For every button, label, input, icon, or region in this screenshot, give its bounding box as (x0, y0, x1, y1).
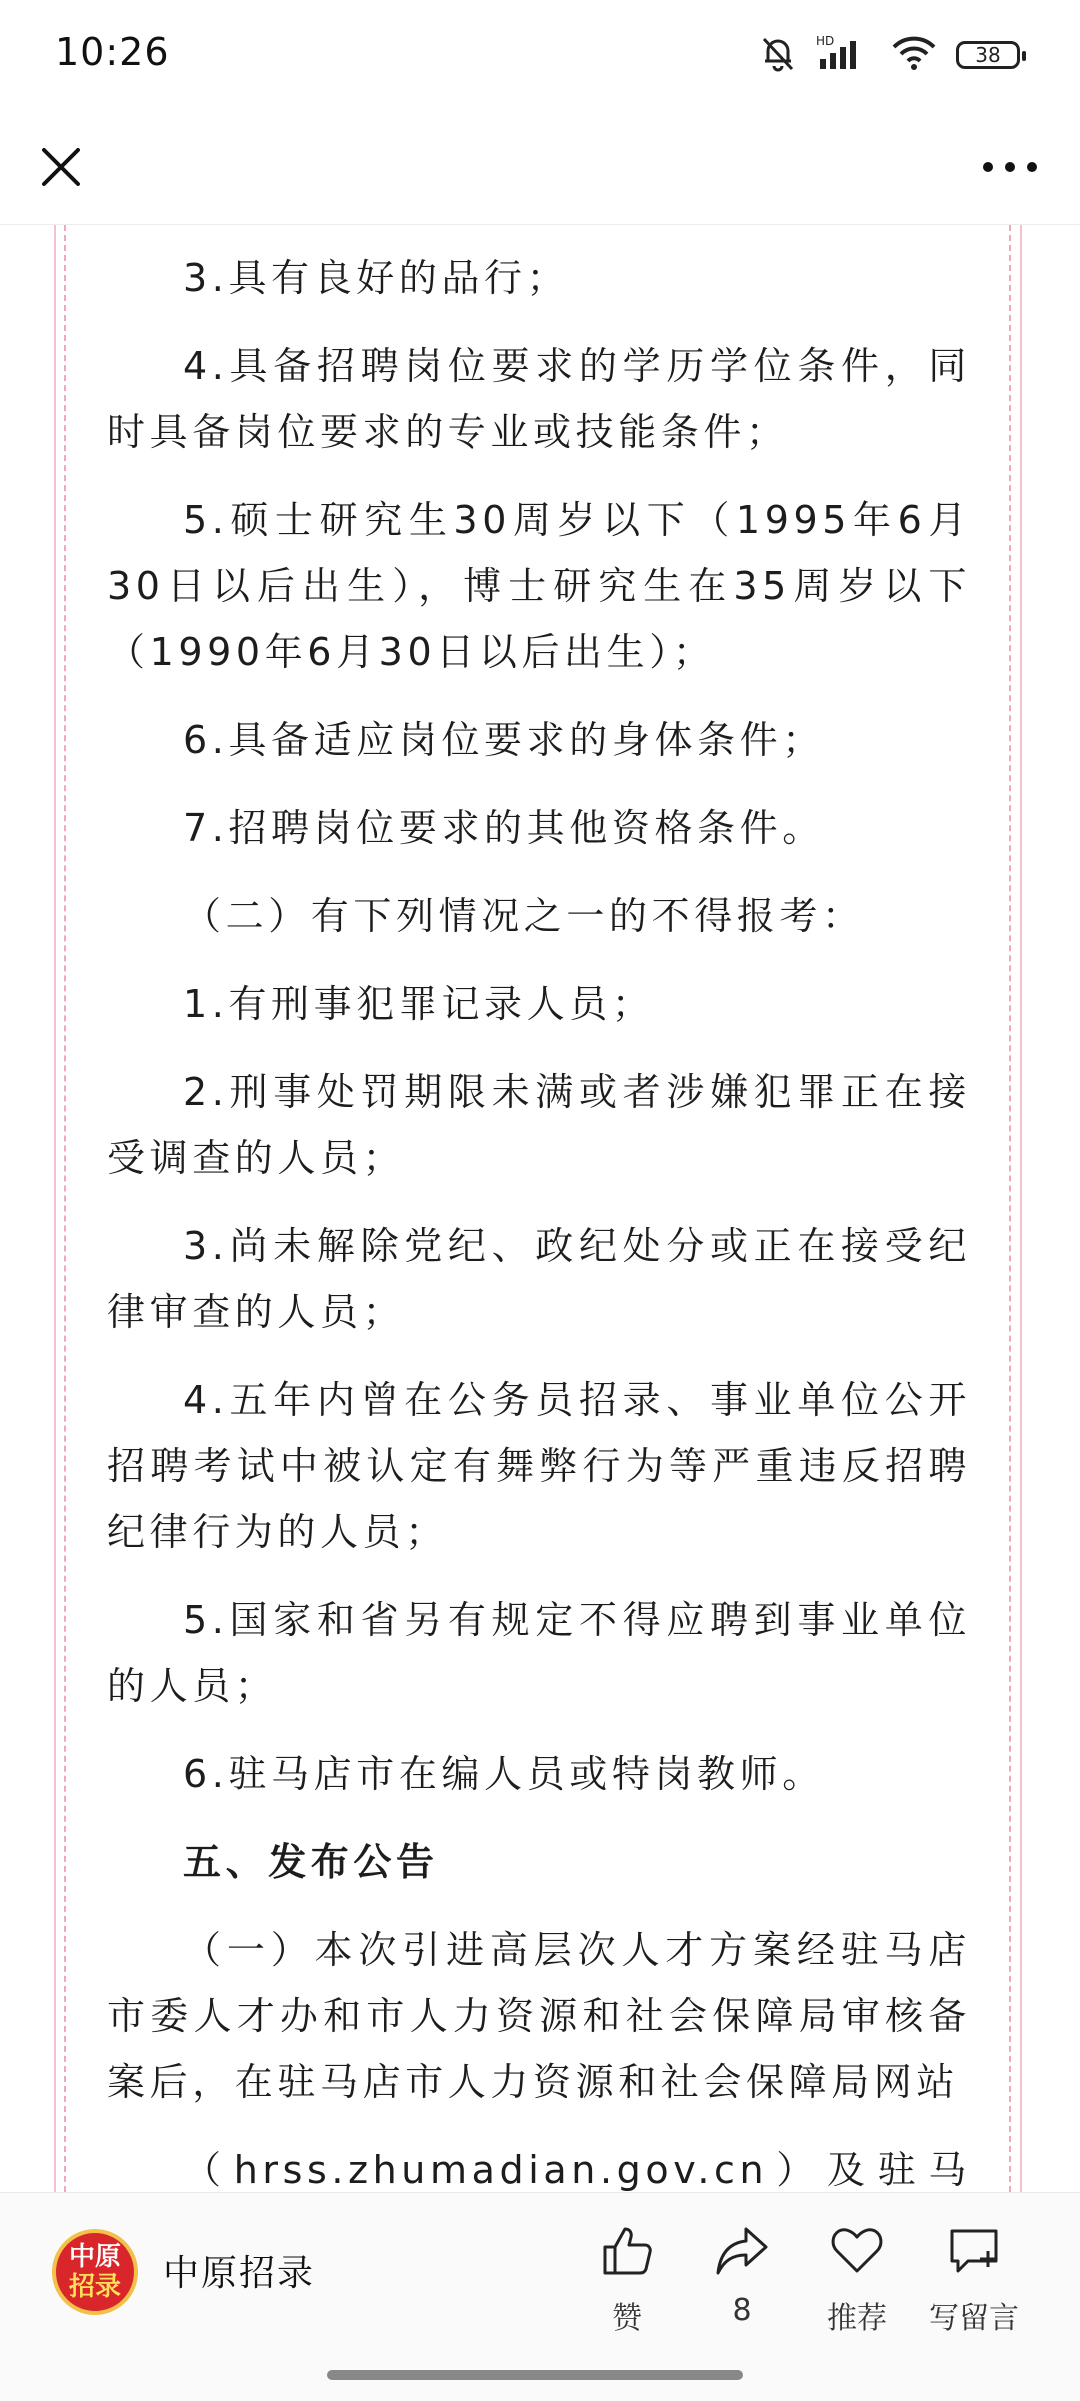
paragraph: 5.国家和省另有规定不得应聘到事业单位的人员； (107, 1598, 971, 1708)
comment-button[interactable] (914, 2223, 1034, 2337)
paragraph: （二）有下列情况之一的不得报考： (183, 894, 865, 938)
home-indicator[interactable] (327, 2370, 743, 2380)
paragraph: 3.尚未解除党纪、政纪处分或正在接受纪律审查的人员； (107, 1224, 971, 1334)
thumbs-up-icon (599, 2223, 655, 2279)
paragraph: 5.硕士研究生30周岁以下（1995年6月30日以后出生），博士研究生在35周岁以下（1990年6月30日以后出生）； (107, 498, 971, 674)
battery-level: 38 (975, 43, 1001, 67)
logo-text-top: 中原 (68, 2242, 121, 2272)
frame-border-left-inner (64, 225, 66, 2192)
share-button[interactable] (682, 2223, 802, 2328)
frame-border-left-outer (54, 225, 56, 2192)
account-logo[interactable] (52, 2229, 138, 2315)
more-button[interactable] (970, 136, 1050, 198)
bell-muted-icon (758, 33, 798, 77)
more-icon (980, 160, 1040, 174)
status-icons (758, 30, 1020, 80)
logo-text-bottom: 招录 (68, 2272, 121, 2302)
share-count: 8 (732, 2293, 752, 2328)
paragraph: 4.五年内曾在公务员招录、事业单位公开招聘考试中被认定有舞弊行为等严重违反招聘纪律行为的人员； (107, 1378, 971, 1554)
status-time: 10:26 (55, 30, 170, 74)
article-body[interactable] (0, 225, 1080, 2192)
svg-text:HD: HD (816, 34, 835, 48)
status-bar (0, 0, 1080, 110)
paragraph: 6.具备适应岗位要求的身体条件； (183, 718, 825, 762)
paragraph: 7.招聘岗位要求的其他资格条件。 (183, 806, 825, 850)
paragraph: 6.驻马店市在编人员或特岗教师。 (183, 1752, 825, 1796)
heart-icon (829, 2223, 885, 2279)
wifi-icon (890, 33, 938, 77)
paragraph: 2.刑事处罚期限未满或者涉嫌犯罪正在接受调查的人员； (107, 1070, 971, 1180)
recommend-label: 推荐 (827, 2301, 887, 2336)
recommend-button[interactable] (797, 2223, 917, 2337)
comment-label: 写留言 (929, 2301, 1019, 2336)
like-button[interactable] (567, 2223, 687, 2337)
nav-bar (0, 110, 1080, 225)
paragraph: 1.有刑事犯罪记录人员； (183, 982, 655, 1026)
frame-border-right-inner (1009, 225, 1011, 2192)
like-label: 赞 (612, 2301, 642, 2336)
battery-icon (956, 41, 1020, 69)
comment-add-icon (946, 2223, 1002, 2279)
hd-signal-icon (816, 33, 872, 77)
paragraph: （hrss.zhumadian.gov.cn）及驻马 (183, 2148, 971, 2192)
paragraph: 4.具备招聘岗位要求的学历学位条件，同时具备岗位要求的专业或技能条件； (107, 344, 971, 454)
share-icon (714, 2223, 770, 2279)
close-icon (41, 147, 81, 187)
frame-border-right-outer (1020, 225, 1022, 2192)
account-name[interactable]: 中原招录 (163, 2253, 316, 2294)
section-heading: 五、发布公告 (183, 1840, 439, 1884)
close-button[interactable] (30, 136, 92, 198)
paragraph: （一）本次引进高层次人才方案经驻马店市委人才办和市人力资源和社会保障局审核备案后，在驻马店市人力资源和社会保障局网站 (107, 1928, 971, 2104)
article-content (107, 245, 971, 2291)
paragraph: 3.具有良好的品行； (183, 256, 570, 300)
